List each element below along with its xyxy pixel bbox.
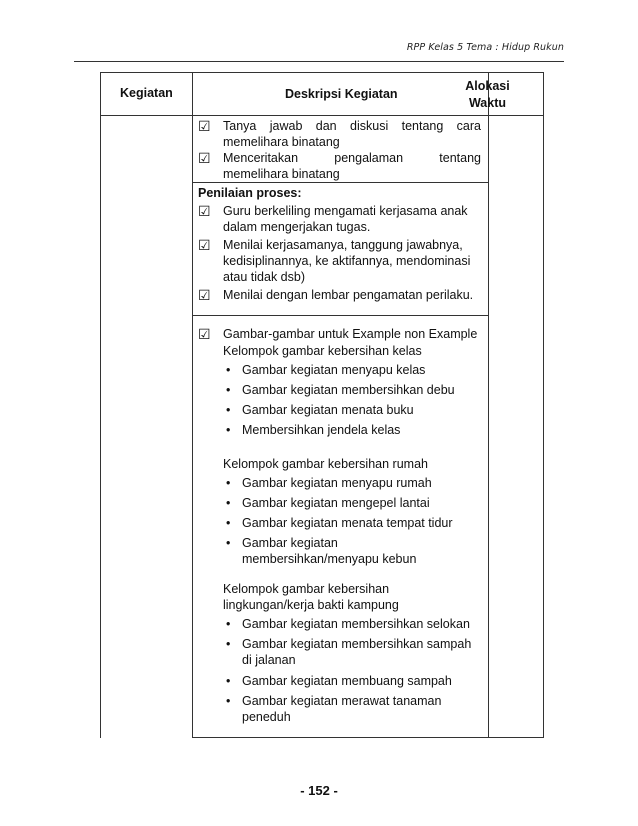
list-item-text: Gambar kegiatan membersihkan debu (242, 383, 455, 397)
checkbox-icon: ☑ (198, 118, 211, 134)
group3-title-line1: Kelompok gambar kebersihan (223, 582, 390, 596)
header-deskripsi: Deskripsi Kegiatan (285, 87, 398, 101)
header-alokasi: Alokasi (465, 79, 510, 93)
group2-title: Kelompok gambar kebersihan rumah (223, 457, 428, 471)
bullet-icon: • (226, 694, 231, 708)
row2-item1-line1: Guru berkeliling mengamati kerjasama anak (223, 204, 468, 218)
group3-title-line2: lingkungan/kerja bakti kampung (223, 598, 399, 612)
activity-table (100, 72, 544, 738)
checkbox-icon: ☑ (198, 326, 211, 342)
list-item-text: Gambar kegiatan menata buku (242, 403, 414, 417)
checkbox-icon: ☑ (198, 203, 211, 219)
bullet-icon: • (226, 617, 231, 631)
table-border-right (543, 72, 544, 738)
row1-item1-line2: memelihara binatang (223, 135, 340, 149)
row2-item2-line2: kedisiplinannya, ke aktifannya, mendominasi (223, 254, 471, 268)
header-kegiatan: Kegiatan (120, 86, 173, 100)
row1-item2-line2: memelihara binatang (223, 167, 340, 181)
list-item-text: Gambar kegiatan menyapu rumah (242, 476, 432, 490)
table-border-left (100, 72, 101, 738)
bullet-icon: • (226, 516, 231, 530)
list-item-text: Gambar kegiatan mengepel lantai (242, 496, 430, 510)
list-item-text: Gambar kegiatan (242, 536, 338, 550)
bullet-icon: • (226, 536, 231, 550)
header-row-divider (100, 115, 544, 116)
row2-item1-line2: dalam mengerjakan tugas. (223, 220, 371, 234)
row2-item2-line3: atau tidak dsb) (223, 270, 305, 284)
row2-item3-line1: Menilai dengan lembar pengamatan perilaku. (223, 288, 474, 302)
bullet-icon: • (226, 637, 231, 651)
page-number: - 152 - (300, 783, 338, 798)
row-divider-1 (192, 182, 489, 183)
bullet-icon: • (226, 476, 231, 490)
checkbox-icon: ☑ (198, 287, 211, 303)
checkbox-icon: ☑ (198, 237, 211, 253)
bullet-icon: • (226, 674, 231, 688)
header-rule (74, 61, 564, 62)
row-divider-2 (192, 315, 489, 316)
bullet-icon: • (226, 383, 231, 397)
list-item-text-continued: membersihkan/menyapu kebun (242, 552, 417, 566)
bullet-icon: • (226, 403, 231, 417)
row2-item2-line1: Menilai kerjasamanya, tanggung jawabnya, (223, 238, 463, 252)
list-item-text: Gambar kegiatan merawat tanaman (242, 694, 442, 708)
list-item-text: Gambar kegiatan membersihkan selokan (242, 617, 470, 631)
table-border-bottom (192, 737, 544, 738)
column-divider-1 (192, 72, 193, 738)
list-item-text: Gambar kegiatan membuang sampah (242, 674, 452, 688)
header-waktu: Waktu (468, 96, 507, 110)
bullet-icon: • (226, 423, 231, 437)
list-item-text-continued: peneduh (242, 710, 291, 724)
row3-intro: Gambar-gambar untuk Example non Example (223, 327, 478, 341)
bullet-icon: • (226, 363, 231, 377)
penilaian-title: Penilaian proses: (198, 186, 302, 200)
list-item-text: Membersihkan jendela kelas (242, 423, 401, 437)
list-item-text: Gambar kegiatan membersihkan sampah (242, 637, 472, 651)
row1-item2-line1: Menceritakan pengalaman tentang (223, 151, 481, 165)
list-item-text-continued: di jalanan (242, 653, 296, 667)
running-header: RPP Kelas 5 Tema : Hidup Rukun (406, 42, 564, 53)
table-border-top (100, 72, 544, 73)
row1-item1-line1: Tanya jawab dan diskusi tentang cara (223, 119, 481, 133)
bullet-icon: • (226, 496, 231, 510)
group1-title: Kelompok gambar kebersihan kelas (223, 344, 422, 358)
column-divider-2 (488, 72, 489, 738)
list-item-text: Gambar kegiatan menyapu kelas (242, 363, 426, 377)
checkbox-icon: ☑ (198, 150, 211, 166)
list-item-text: Gambar kegiatan menata tempat tidur (242, 516, 453, 530)
